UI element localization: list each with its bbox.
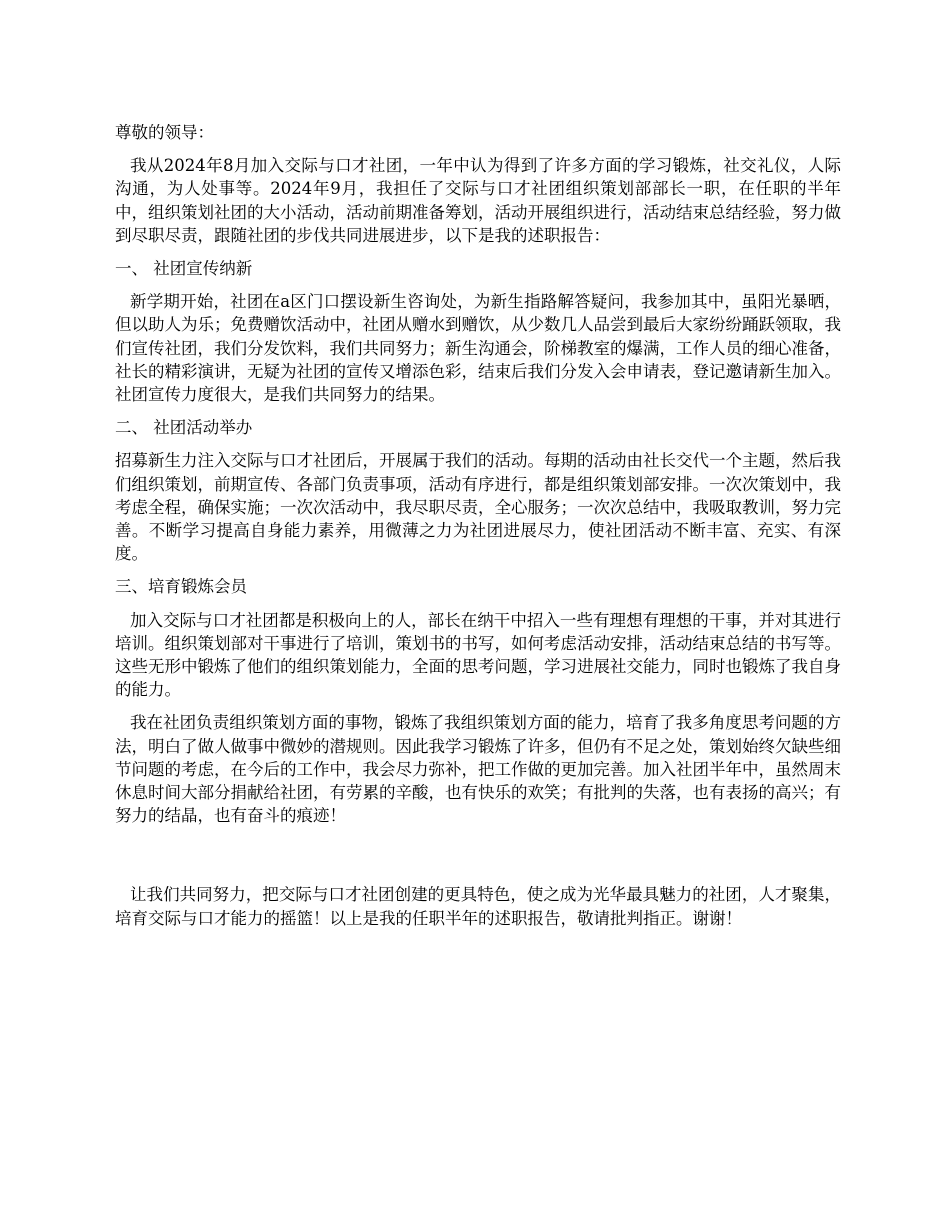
section-3-title: 三、培育锻炼会员 <box>115 577 247 597</box>
section-2-title: 二、 社团活动举办 <box>115 418 253 438</box>
reflection-paragraph: 我在社团负责组织策划方面的事物，锻炼了我组织策划方面的能力，培育了我多角度思考问题的方法，明白了做人做事中微妙的潜规则。因此我学习锻炼了许多，但仍有不足之处，策划始终欠缺些细节问题的考虑，在今后的工作中，我会尽力弥补，把工作做的更加完善。加入社团半年中，虽然周末休息时间大部分捐献给社团，有劳累的辛酸，也有快乐的欢笑；有批判的失落，也有表扬的高兴；有努力的结晶，也有奋斗的痕迹！ <box>115 713 841 826</box>
document-page <box>115 121 841 930</box>
section-2-body: 招募新生力注入交际与口才社团后，开展属于我们的活动。每期的活动由社长交代一个主题，然后我们组织策划，前期宣传、各部门负责事项，活动有序进行，都是组织策划部安排。一次次策划中，我考虑全程，确保实施；一次次活动中，我尽职尽责，全心服务；一次次总结中，我吸取教训，努力完善。不断学习提高自身能力素养，用微薄之力为社团进展尽力，使社团活动不断丰富、充实、有深度。 <box>115 451 841 564</box>
closing-paragraph: 让我们共同努力，把交际与口才社团创建的更具特色，使之成为光华最具魅力的社团，人才聚集，培育交际与口才能力的摇篮！以上是我的任职半年的述职报告，敬请批判指正。谢谢！ <box>115 885 841 928</box>
section-3-body: 加入交际与口才社团都是积极向上的人，部长在纳干中招入一些有理想有理想的干事，并对其进行培训。组织策划部对干事进行了培训，策划书的书写，如何考虑活动安排，活动结束总结的书写等。这些无形中锻炼了他们的组织策划能力，全面的思考问题，学习进展社交能力，同时也锻炼了我自身的能力。 <box>115 610 841 700</box>
intro-paragraph: 我从2024年8月加入交际与口才社团，一年中认为得到了许多方面的学习锻炼，社交礼仪，人际沟通，为人处事等。2024年9月，我担任了交际与口才社团组织策划部部长一职，在任职的半年中，组织策划社团的大小活动，活动前期准备筹划，活动开展组织进行，活动结束总结经验，努力做到尽职尽责，跟随社团的步伐共同进展进步，以下是我的述职报告： <box>115 156 841 245</box>
salutation: 尊敬的领导： <box>115 123 214 142</box>
section-1-body: 新学期开始，社团在a区门口摆设新生咨询处，为新生指路解答疑问，我参加其中，虽阳光暴晒，但以助人为乐；免费赠饮活动中，社团从赠水到赠饮，从少数几人品尝到最后大家纷纷踊跃领取，我们宣传社团，我们分发饮料，我们共同努力；新生沟通会，阶梯教室的爆满，工作人员的细心准备，社长的精彩演讲，无疑为社团的宣传又增添色彩，结束后我们分发入会申请表，登记邀请新生加入。社团宣传力度很大，是我们共同努力的结果。 <box>115 292 841 405</box>
section-1-title: 一、 社团宣传纳新 <box>115 259 253 279</box>
